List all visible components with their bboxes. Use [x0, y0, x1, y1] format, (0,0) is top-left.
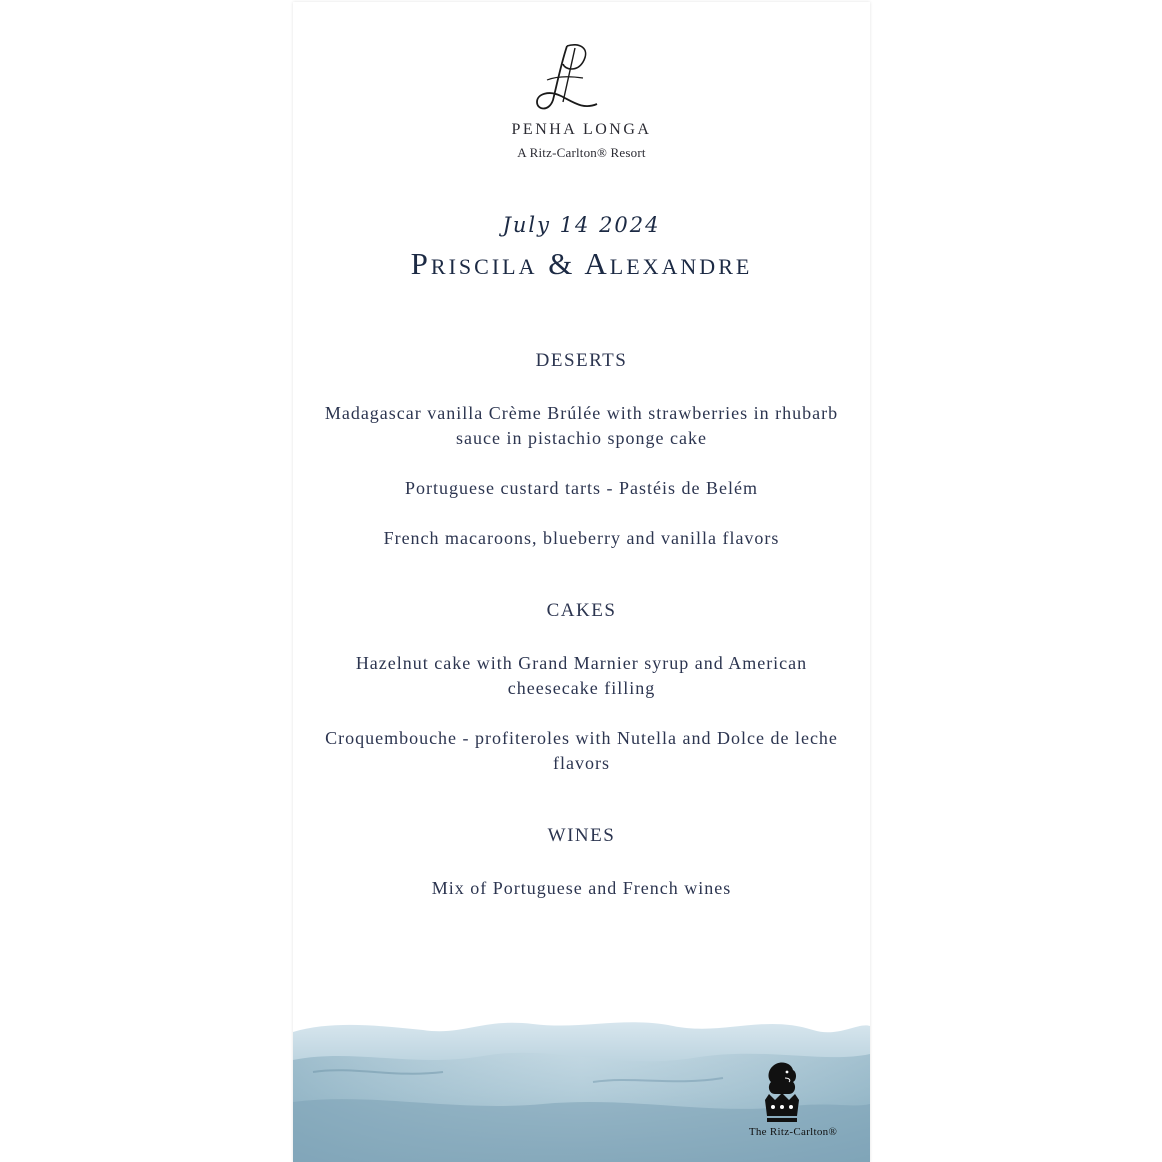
- menu-item: Hazelnut cake with Grand Marnier syrup and American cheesecake filling: [355, 653, 808, 698]
- ritz-carlton-wordmark: The Ritz-Carlton®: [748, 1126, 838, 1138]
- resort-subtitle: A Ritz-Carlton® Resort: [517, 145, 646, 160]
- menu-item: Madagascar vanilla Crème Brúlée with strawberries in rhubarb sauce in pistachio sponge cake: [324, 403, 839, 448]
- menu-item: French macaroons, blueberry and vanilla flavors: [383, 528, 780, 548]
- menu-item: Mix of Portuguese and French wines: [431, 878, 732, 898]
- menu-item: Portuguese custard tarts - Pastéis de Belém: [405, 478, 758, 498]
- couple-names: Priscila & Alexandre: [410, 246, 753, 281]
- menu-item: Croquembouche - profiteroles with Nutella and Dolce de leche flavors: [325, 728, 838, 773]
- resort-name: PENHA LONGA: [511, 121, 652, 138]
- section-title-wines: WINES: [547, 825, 616, 846]
- section-title-cakes: CAKES: [546, 600, 617, 621]
- monogram-logo-icon: [527, 40, 607, 116]
- lion-crown-icon: [759, 1060, 805, 1126]
- event-date: July 14 2024: [502, 213, 661, 237]
- section-title-deserts: DESERTS: [535, 350, 628, 371]
- menu-card: [293, 2, 870, 1162]
